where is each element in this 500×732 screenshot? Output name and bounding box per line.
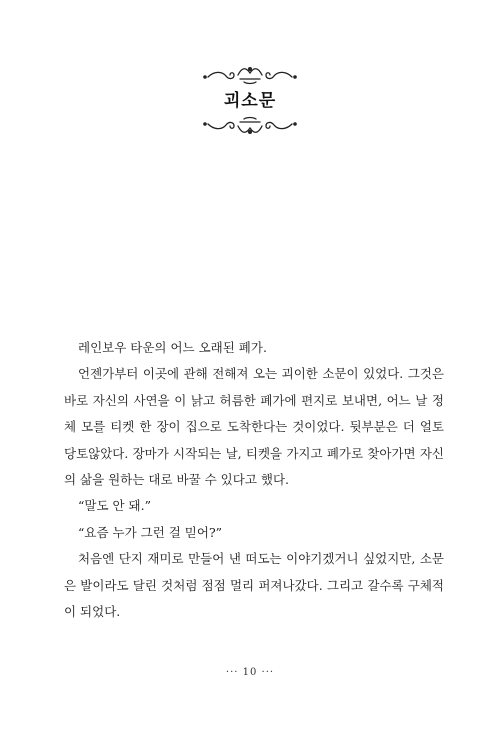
chapter-body	[64, 335, 444, 625]
dialogue-line: “요즘 누가 그런 걸 믿어?”	[78, 524, 223, 540]
paragraph: 레인보우 타운의 어느 오래된 폐가.	[78, 340, 267, 355]
paragraph: 언젠가부터 이곳에 관해 전해져 오는 괴이한 소문이 있었다. 그것은 바로 자신의 사연을 이 낡고 허름한 폐가에 편지로 보내면, 어느 날 정체 모를 티켓 한 장이 집으로 도착한다는 것이었다. 뒷부분은 더 얼토당토않았다. 장마가 시작되는 날, 티켓을 가지고 폐가로 찾아가면 자신의 삶을 원하는 대로 바꿀 수 있다고 했다.	[64, 366, 444, 488]
dialogue-line: “말도 안 돼.”	[78, 498, 152, 514]
chapter-title: 괴소문	[223, 91, 277, 111]
top-flourish-icon	[200, 63, 300, 85]
bottom-flourish-icon	[200, 115, 300, 137]
paragraph: 처음엔 단지 재미로 만들어 낸 떠도는 이야기겠거니 싶었지만, 소문은 발이라도 달린 것처럼 점점 멀리 퍼져나갔다. 그리고 갈수록 구체적이 되었다.	[64, 551, 444, 620]
page-number: ··· 10 ···	[225, 667, 275, 678]
